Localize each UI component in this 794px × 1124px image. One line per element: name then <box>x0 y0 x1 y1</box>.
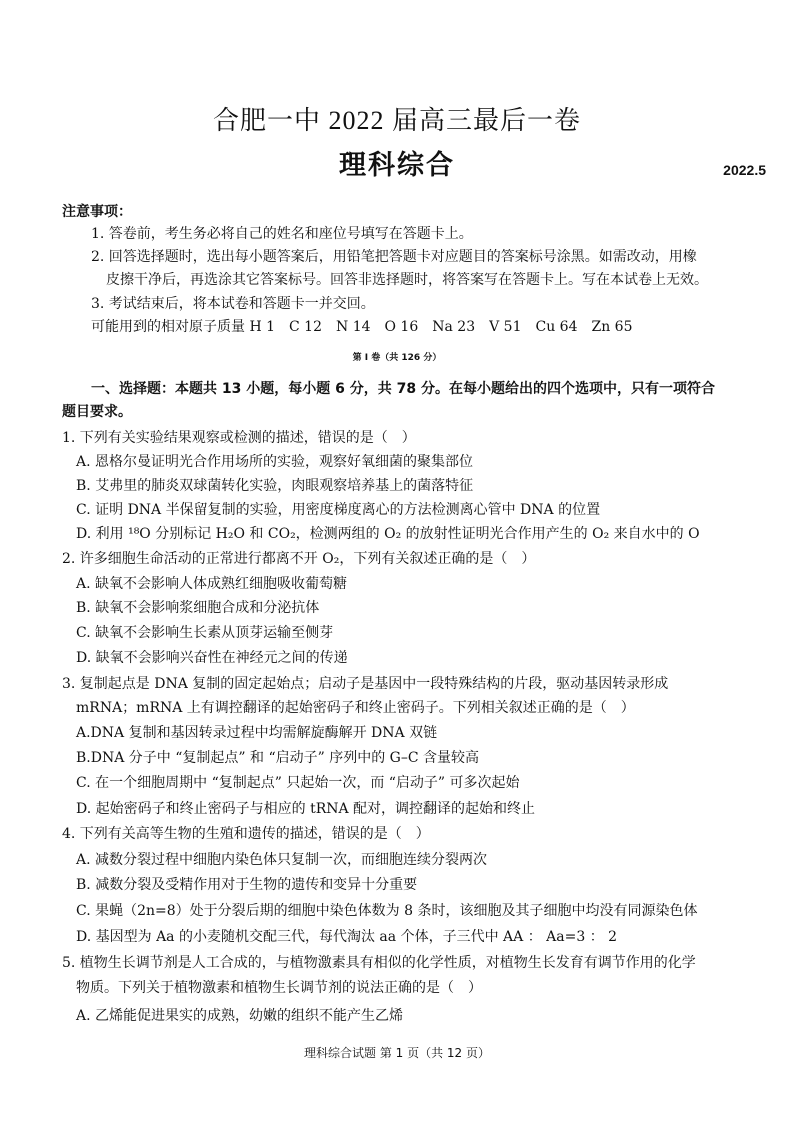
exam-date: 2022.5 <box>723 162 766 178</box>
question-option: C. 在一个细胞周期中 “复制起点” 只起始一次，而 “启动子” 可多次起始 <box>76 775 520 791</box>
section-instruction: 一、选择题：本题共 13 小题，每小题 6 分，共 78 分。在每小题给出的四个选项中，只有一项符合 <box>91 381 715 397</box>
question-stem: 物质。下列关于植物激素和植物生长调节剂的说法正确的是（ ） <box>76 980 482 996</box>
section-heading: 第 I 卷（共 126 分） <box>352 353 442 363</box>
question-option: A. 减数分裂过程中细胞内染色体只复制一次，而细胞连续分裂两次 <box>76 852 488 868</box>
question-option: A. 缺氧不会影响人体成熟红细胞吸收葡萄糖 <box>76 576 348 592</box>
question-stem: 4. 下列有关高等生物的生殖和遗传的描述，错误的是（ ） <box>62 826 430 842</box>
question-stem: 3. 复制起点是 DNA 复制的固定起始点；启动子是基因中一段特殊结构的片段，驱动基因转录形成 <box>62 676 669 692</box>
question-option: A. 乙烯能促进果实的成熟，幼嫩的组织不能产生乙烯 <box>76 1008 404 1024</box>
question-option: B. 缺氧不会影响浆细胞合成和分泌抗体 <box>76 600 320 616</box>
question-stem: 5. 植物生长调节剂是人工合成的，与植物激素具有相似的化学性质，对植物生长发育有调节作用的化学 <box>62 955 696 971</box>
page-footer: 理科综合试题 第 1 页（共 12 页） <box>304 1046 490 1060</box>
question-option: B. 艾弗里的肺炎双球菌转化实验，肉眼观察培养基上的菌落特征 <box>76 478 474 494</box>
notice-item: 1. 答卷前，考生务必将自己的姓名和座位号填写在答题卡上。 <box>91 226 473 242</box>
notice-heading: 注意事项： <box>62 204 132 220</box>
question-option: A. 恩格尔曼证明光合作用场所的实验，观察好氧细菌的聚集部位 <box>76 454 474 470</box>
question-option: B. 减数分裂及受精作用对于生物的遗传和变异十分重要 <box>76 877 418 893</box>
question-stem: 2. 许多细胞生命活动的正常进行都离不开 O₂，下列有关叙述正确的是（ ） <box>62 551 536 567</box>
question-stem: mRNA；mRNA 上有调控翻译的起始密码子和终止密码子。下列相关叙述正确的是（ ） <box>76 700 635 716</box>
exam-subtitle: 理科综合 <box>339 150 455 181</box>
section-instruction: 题目要求。 <box>62 404 132 420</box>
question-option: C. 果蝇（2n=8）处于分裂后期的细胞中染色体数为 8 条时，该细胞及其子细胞中均没有同源染色体 <box>76 903 698 919</box>
question-option: D. 缺氧不会影响兴奋性在神经元之间的传递 <box>76 650 348 666</box>
question-option: C. 缺氧不会影响生长素从顶芽运输至侧芽 <box>76 625 334 641</box>
notice-item: 2. 回答选择题时，选出每小题答案后，用铅笔把答题卡对应题目的答案标号涂黑。如需改动，用橡 <box>91 249 697 265</box>
question-option: D. 基因型为 Aa 的小麦随机交配三代，每代淘汰 aa 个体，子三代中 AA ： Aa=3 ： 2 <box>76 929 618 945</box>
exam-title: 合肥一中 2022 届高三最后一卷 <box>212 106 581 135</box>
atomic-masses: 可能用到的相对原子质量 H 1 C 12 N 14 O 16 Na 23 V 51 Cu 64 Zn 65 <box>91 319 633 335</box>
question-option: D. 起始密码子和终止密码子与相应的 tRNA 配对，调控翻译的起始和终止 <box>76 801 536 817</box>
question-option: C. 证明 DNA 半保留复制的实验，用密度梯度离心的方法检测离心管中 DNA 的位置 <box>76 502 601 518</box>
notice-item: 3. 考试结束后，将本试卷和答题卡一并交回。 <box>91 296 375 312</box>
question-stem: 1. 下列有关实验结果观察或检测的描述，错误的是（ ） <box>62 430 416 446</box>
question-option: B.DNA 分子中 “复制起点” 和 “启动子” 序列中的 G–C 含量较高 <box>76 750 479 766</box>
notice-item: 皮擦干净后，再选涂其它答案标号。回答非选择题时，将答案写在答题卡上。写在本试卷上无效。 <box>106 272 708 288</box>
question-option: A.DNA 复制和基因转录过程中均需解旋酶解开 DNA 双链 <box>76 725 438 741</box>
question-option: D. 利用 ¹⁸O 分别标记 H₂O 和 CO₂，检测两组的 O₂ 的放射性证明光合作用产生的 O₂ 来自水中的 O <box>76 526 700 542</box>
